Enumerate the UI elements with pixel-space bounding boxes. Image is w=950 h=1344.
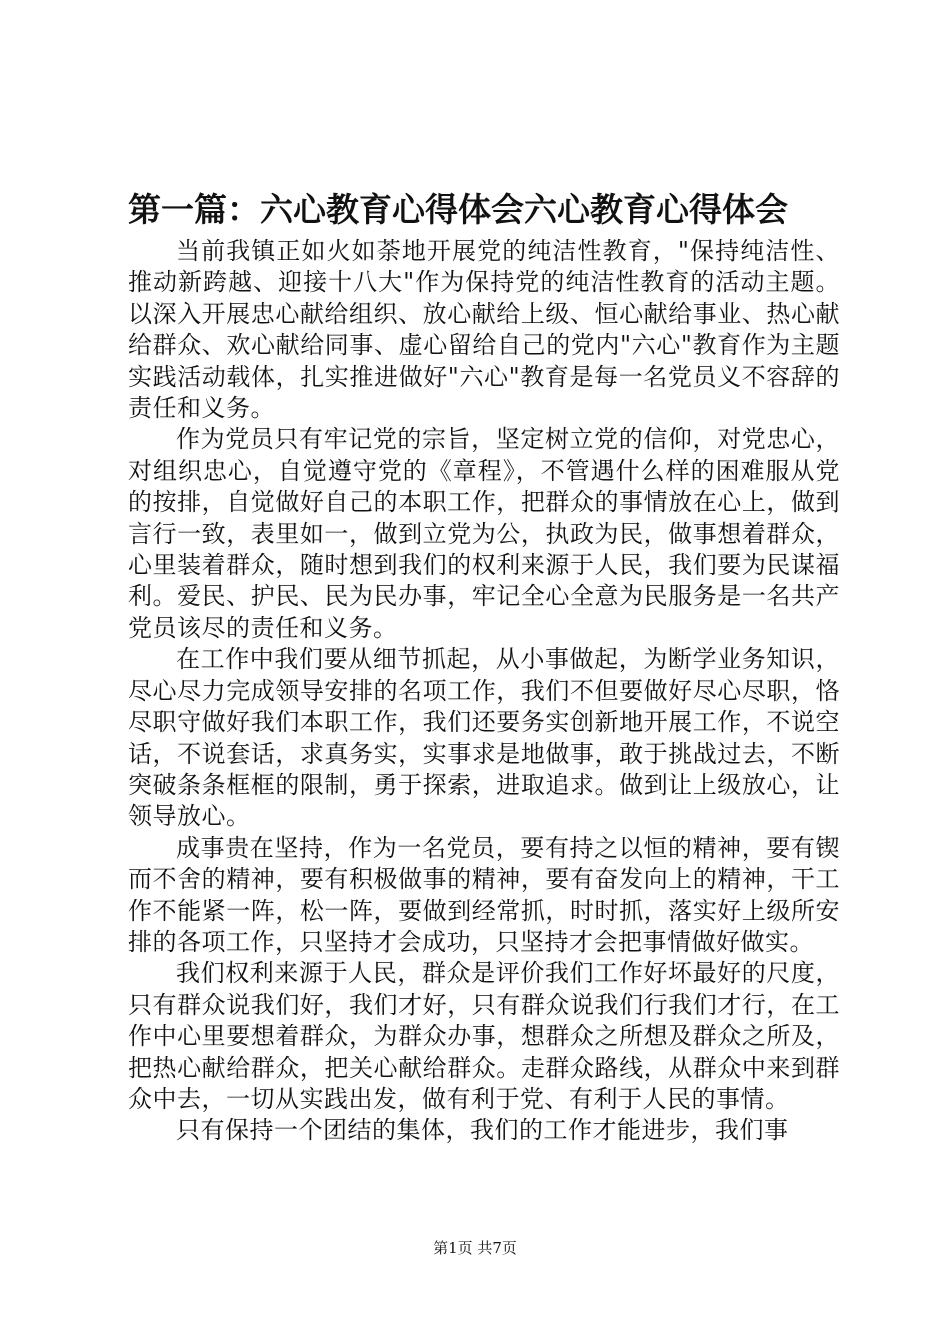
paragraph: 只有保持一个团结的集体，我们的工作才能进步，我们事 bbox=[176, 1116, 789, 1145]
document-title: 第一篇：六心教育心得体会六心教育心得体会 bbox=[128, 190, 788, 229]
paragraph: 我们权利来源于人民，群众是评价我们工作好坏最好的尺度，只有群众说我们好，我们才好，只有群众说我们行我们才行，在工作中心里要想着群众，为群众办事，想群众之所想及群众之所及，把热心献给群众，把关心献给群众。走群众路线，从群众中来到群众中去，一切从实践出发，做有利于党、有利于人民的事情。 bbox=[128, 959, 840, 1113]
paragraph: 成事贵在坚持，作为一名党员，要有持之以恒的精神，要有锲而不舍的精神，要有积极做事的精神，要有奋发向上的精神，干工作不能紧一阵，松一阵，要做到经常抓，时时抓，落实好上级所安排的各项工作，只坚持才会成功，只坚持才会把事情做好做实。 bbox=[128, 833, 840, 956]
page-footer: 第1页 共7页 bbox=[433, 1239, 517, 1257]
paragraph: 当前我镇正如火如荼地开展党的纯洁性教育，"保持纯洁性、推动新跨越、迎接十八大"作为保持党的纯洁性教育的活动主题。以深入开展忠心献给组织、放心献给上级、恒心献给事业、热心献给群众、欢心献给同事、虚心留给自己的党内"六心"教育作为主题实践活动载体，扎实推进做好"六心"教育是每一名党员义不容辞的责任和义务。 bbox=[128, 237, 840, 423]
paragraph: 作为党员只有牢记党的宗旨，坚定树立党的信仰，对党忠心，对组织忠心，自觉遵守党的《章程》，不管遇什么样的困难服从党的按排，自觉做好自己的本职工作，把群众的事情放在心上，做到言行一致，表里如一，做到立党为公，执政为民，做事想着群众，心里装着群众，随时想到我们的权利来源于人民，我们要为民谋福利。爱民、护民、民为民办事，牢记全心全意为民服务是一名共产党员该尽的责任和义务。 bbox=[128, 425, 840, 642]
document-body bbox=[128, 236, 840, 1147]
paragraph: 在工作中我们要从细节抓起，从小事做起，为断学业务知识，尽心尽力完成领导安排的名项工作，我们不但要做好尽心尽职，恪尽职守做好我们本职工作，我们还要务实创新地开展工作，不说空话，不说套话，求真务实，实事求是地做事，敢于挑战过去，不断突破条条框框的限制，勇于探索，进取追求。做到让上级放心，让领导放心。 bbox=[128, 645, 840, 831]
